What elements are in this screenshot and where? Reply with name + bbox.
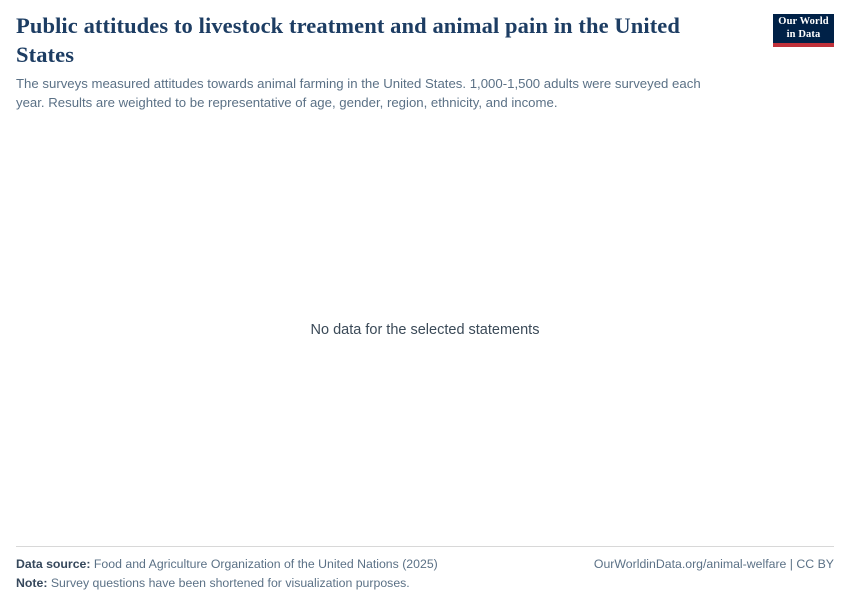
logo-line-2: in Data — [786, 28, 821, 40]
our-world-in-data-logo[interactable] — [773, 14, 834, 47]
note-text: Survey questions have been shortened for visualization purposes. — [50, 576, 410, 590]
chart-plot-area — [16, 123, 834, 546]
header-text-block — [16, 12, 706, 113]
footer-note-row — [16, 576, 834, 590]
chart-footer — [16, 546, 834, 590]
data-source-label: Data source: — [16, 556, 91, 571]
chart-header — [16, 12, 834, 113]
no-data-message: No data for the selected statements — [310, 322, 540, 339]
note-label: Note: — [16, 576, 48, 590]
footer-attribution[interactable]: OurWorldinData.org/animal-welfare | CC BY — [593, 556, 834, 571]
data-source-text: Food and Agriculture Organization of the United Nations (2025) — [93, 556, 438, 571]
data-source — [16, 555, 574, 574]
logo-line-1: Our World — [778, 16, 829, 28]
footer-source-row — [16, 555, 834, 574]
chart-subtitle: The surveys measured attitudes towards animal farming in the United States. 1,000-1,500 adults were surveyed each year. Results are weighted to be representative of age, gender, region, ethnicity, and income. — [16, 76, 701, 110]
page-title: Public attitudes to livestock treatment and animal pain in the United States — [16, 13, 681, 67]
